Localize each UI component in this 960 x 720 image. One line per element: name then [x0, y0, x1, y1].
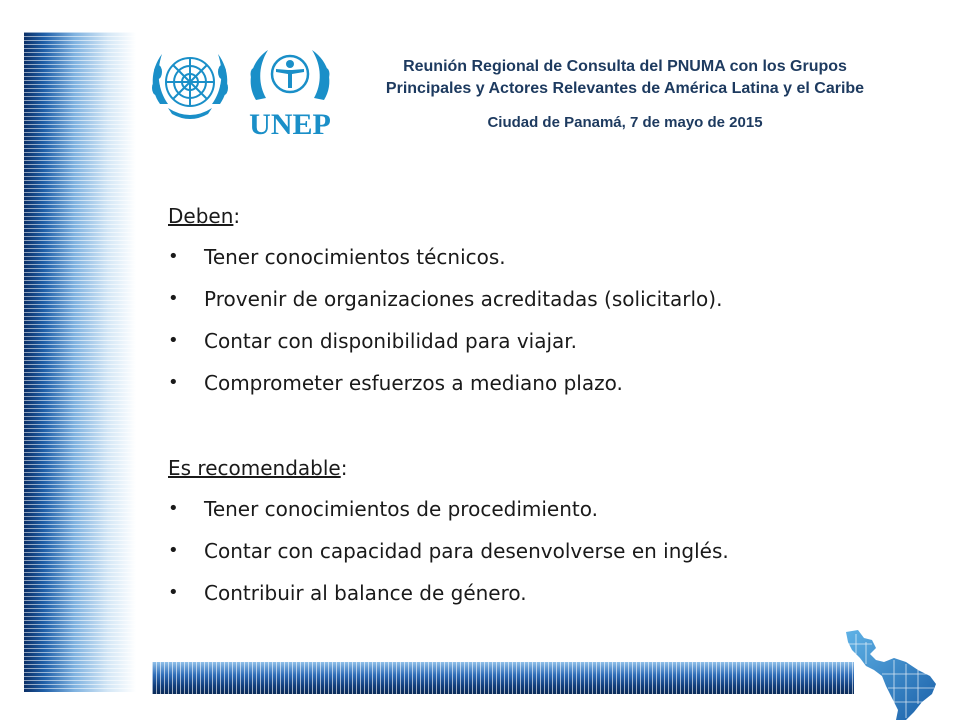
list-item-text: Contar con disponibilidad para viajar. [204, 329, 578, 353]
list-item [168, 278, 868, 320]
list-item-text: Contar con capacidad para desenvolverse en inglés. [204, 539, 729, 563]
section-heading-label: Es recomendable [168, 456, 341, 480]
list-item [168, 488, 868, 530]
bullet-icon: • [168, 330, 179, 351]
list-item [168, 236, 868, 278]
list-item [168, 572, 868, 614]
bottom-decorative-bar [152, 662, 854, 694]
header-title-line2: Principales y Actores Relevantes de América Latina y el Caribe [385, 80, 865, 97]
bullet-icon: • [168, 498, 179, 519]
list-item-text: Tener conocimientos técnicos. [204, 245, 506, 269]
section-heading-colon: : [233, 204, 241, 228]
bullet-icon: • [168, 540, 179, 561]
list-item-text: Comprometer esfuerzos a mediano plazo. [204, 371, 623, 395]
bullet-list-deben [168, 236, 868, 404]
unep-logo-text: UNEP [249, 108, 331, 140]
list-item [168, 362, 868, 404]
slide-header [360, 56, 890, 134]
list-item-text: Tener conocimientos de procedimiento. [204, 497, 598, 521]
bullet-icon: • [168, 246, 179, 267]
section-heading-deben [168, 196, 868, 236]
list-item [168, 320, 868, 362]
bullet-icon: • [168, 288, 179, 309]
section-heading-recomendable [168, 448, 868, 488]
list-item-text: Contribuir al balance de género. [204, 581, 527, 605]
left-decorative-bar [24, 32, 136, 692]
latin-america-map-icon [836, 624, 948, 720]
un-emblem-icon [146, 42, 234, 126]
list-item-text: Provenir de organizaciones acreditadas (solicitarlo). [204, 287, 723, 311]
header-date: Ciudad de Panamá, 7 de mayo de 2015 [487, 114, 763, 131]
bullet-list-recomendable [168, 488, 868, 614]
bullet-icon: • [168, 372, 179, 393]
section-heading-colon: : [340, 456, 348, 480]
slide-body [168, 196, 868, 614]
section-heading-label: Deben [168, 204, 234, 228]
bullet-icon: • [168, 582, 179, 603]
header-title-line1: Reunión Regional de Consulta del PNUMA con los Grupos [403, 58, 847, 75]
list-item [168, 530, 868, 572]
unep-logo [240, 44, 340, 140]
